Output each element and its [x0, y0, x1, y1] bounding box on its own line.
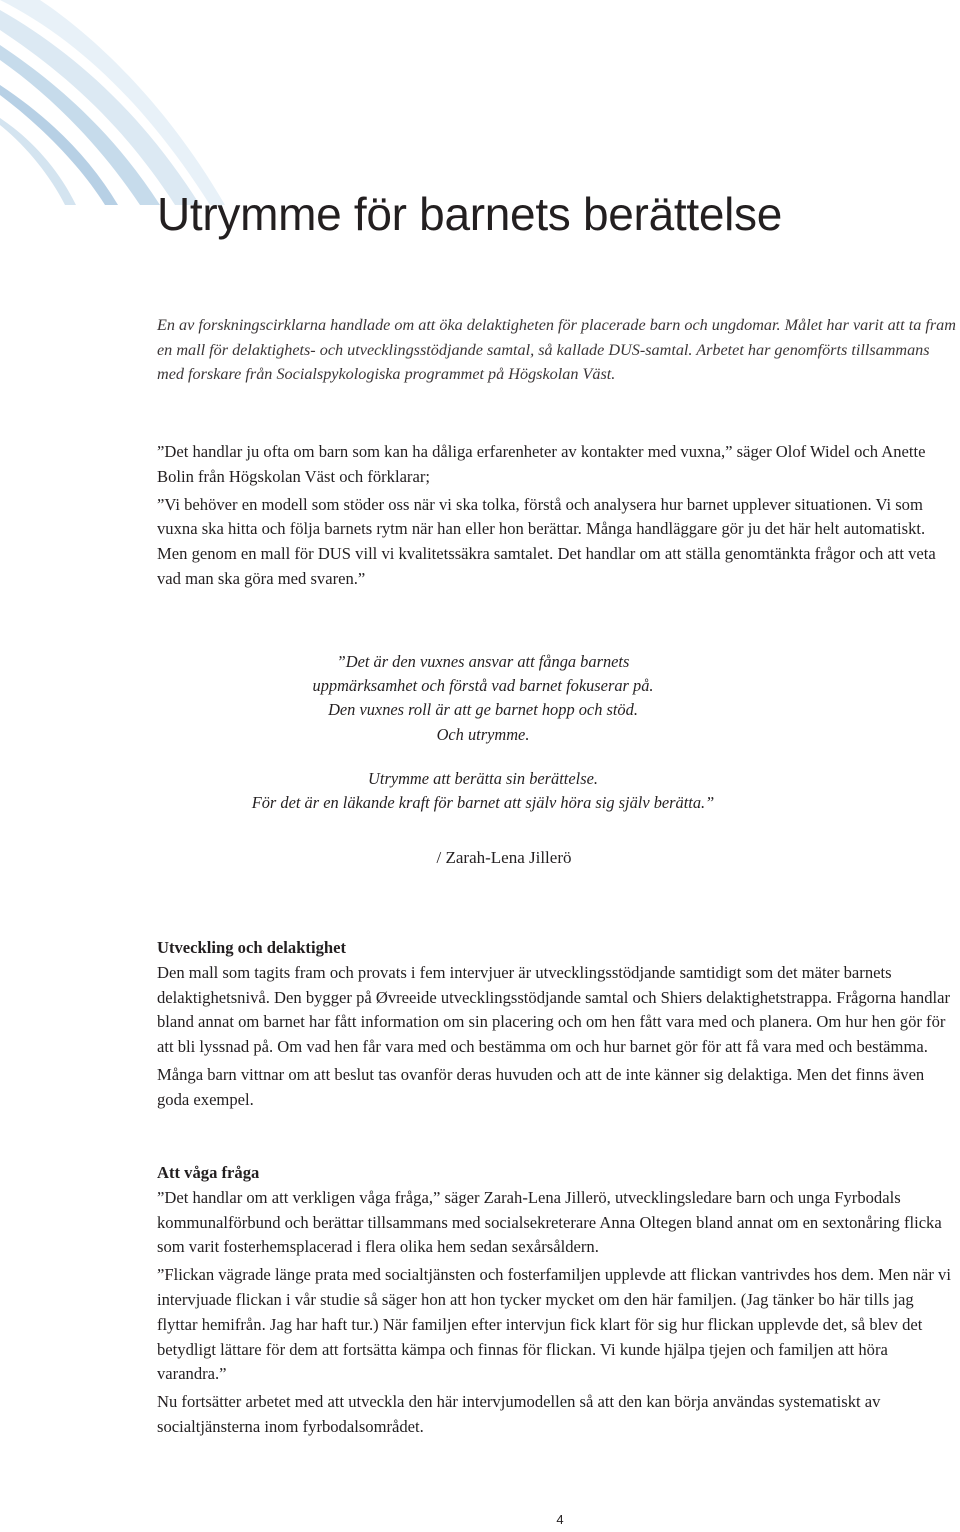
section-olof-widel [157, 440, 957, 592]
paragraph: ”Det handlar ju ofta om barn som kan ha dåliga erfarenheter av kontakter med vuxna,” säger Olof Widel och Anette Bolin från Högskolan Väst och förklarar; [157, 442, 926, 486]
paragraph: ”Flickan vägrade länge prata med socialtjänsten och fosterfamiljen upplevde att flickan vantrivdes hos dem. Men när vi intervjuade flickan i vår studie så säger hon att hon tycker mycket om den här familjen. (Jag tänker bo här tills jag flyttar hemifrån. Jag har haft tur.) När familjen efter intervjun fick klart för sig hur flickan upplevde det, så blev det betydligt lättare för dem att fortsätta kämpa och finnas för flickan. Vi kunde hjälpa tjejen och familjen att höra varandra.” [157, 1265, 951, 1384]
paragraph: Nu fortsätter arbetet med att utveckla den här intervjumodellen så att den kan börja användas systematiskt av socialtjänsterna inom fyrbodalsområdet. [157, 1392, 881, 1436]
paragraph: ”Det handlar om att verkligen våga fråga,” säger Zarah-Lena Jillerö, utvecklingsledare barn och unga Fyrbodals kommunalförbund och berättar tillsammans med socialsekreterare Anna Oltegen bland annat om en sextonåring flicka som varit fosterhemsplacerad i flera olika hem sedan sexårsåldern. [157, 1187, 942, 1257]
pull-quote [157, 650, 809, 815]
paragraph: ”Vi behöver en modell som stöder oss när vi ska tolka, förstå och analysera hur barnet upplever situationen. Vi som vuxna ska hitta och följa barnets rytm när han eller hon berättar. Många handläggare gör ju det här helt automatiskt. Men genom en mall för DUS vill vi kvalitetssäkra samtalet. Det handlar om att ställa genomtänkta frågor och att veta vad man ska göra med svaren.” [157, 494, 936, 588]
intro-paragraph: En av forskningscirklarna handlade om att öka delaktigheten för placerade barn och ungdomar. Målet har varit att ta fram en mall för delaktighets- och utvecklingsstödjande samtal, så kallade DUS-samtal. Arbetet har genomförts tillsammans med forskare från Socialspykologiska programmet på Högskolan Väst. [157, 316, 956, 383]
quote-author: / Zarah-Lena Jillerö [436, 848, 572, 867]
quote-line: uppmärksamhet och förstå vad barnet fokuserar på. [312, 676, 654, 696]
section-utveckling [157, 936, 957, 1113]
quote-line: För det är en läkande kraft för barnet att själv höra sig själv berätta.” [251, 793, 715, 813]
section-att-vaga-fraga [157, 1161, 957, 1440]
quote-line: ”Det är den vuxnes ansvar att fånga barnets [336, 652, 630, 671]
paragraph: Många barn vittnar om att beslut tas ovanför deras huvuden och att de inte känner sig delaktiga. Men det finns även goda exempel. [157, 1064, 925, 1109]
page-number: 4 [556, 1512, 564, 1527]
quote-line: Den vuxnes roll är att ge barnet hopp och stöd. [328, 700, 638, 720]
page-title: Utrymme för barnets berättelse [157, 188, 783, 240]
quote-line: Utrymme att berätta sin berättelse. [368, 768, 598, 788]
paragraph: Den mall som tagits fram och provats i fem intervjuer är utvecklingsstödjande samtidigt som det mäter barnets delaktighetsnivå. Den bygger på Øvreeide utvecklingsstödjande samtal och Shiers delaktighetstrappa. Frågorna handlar bland annat om barnet har fått information om sin placering och om hen fått vara med och planera. Om hur hen gör för att bli lyssnad på. Om vad hen får vara med och bestämma om och hur barnet gör för att få vara med och bestämma. [157, 962, 951, 1057]
section-heading: Utveckling och delaktighet [157, 938, 346, 957]
section-heading: Att våga fråga [157, 1163, 260, 1182]
quote-line: Och utrymme. [436, 724, 530, 744]
corner-swoosh-decoration [0, 0, 230, 210]
